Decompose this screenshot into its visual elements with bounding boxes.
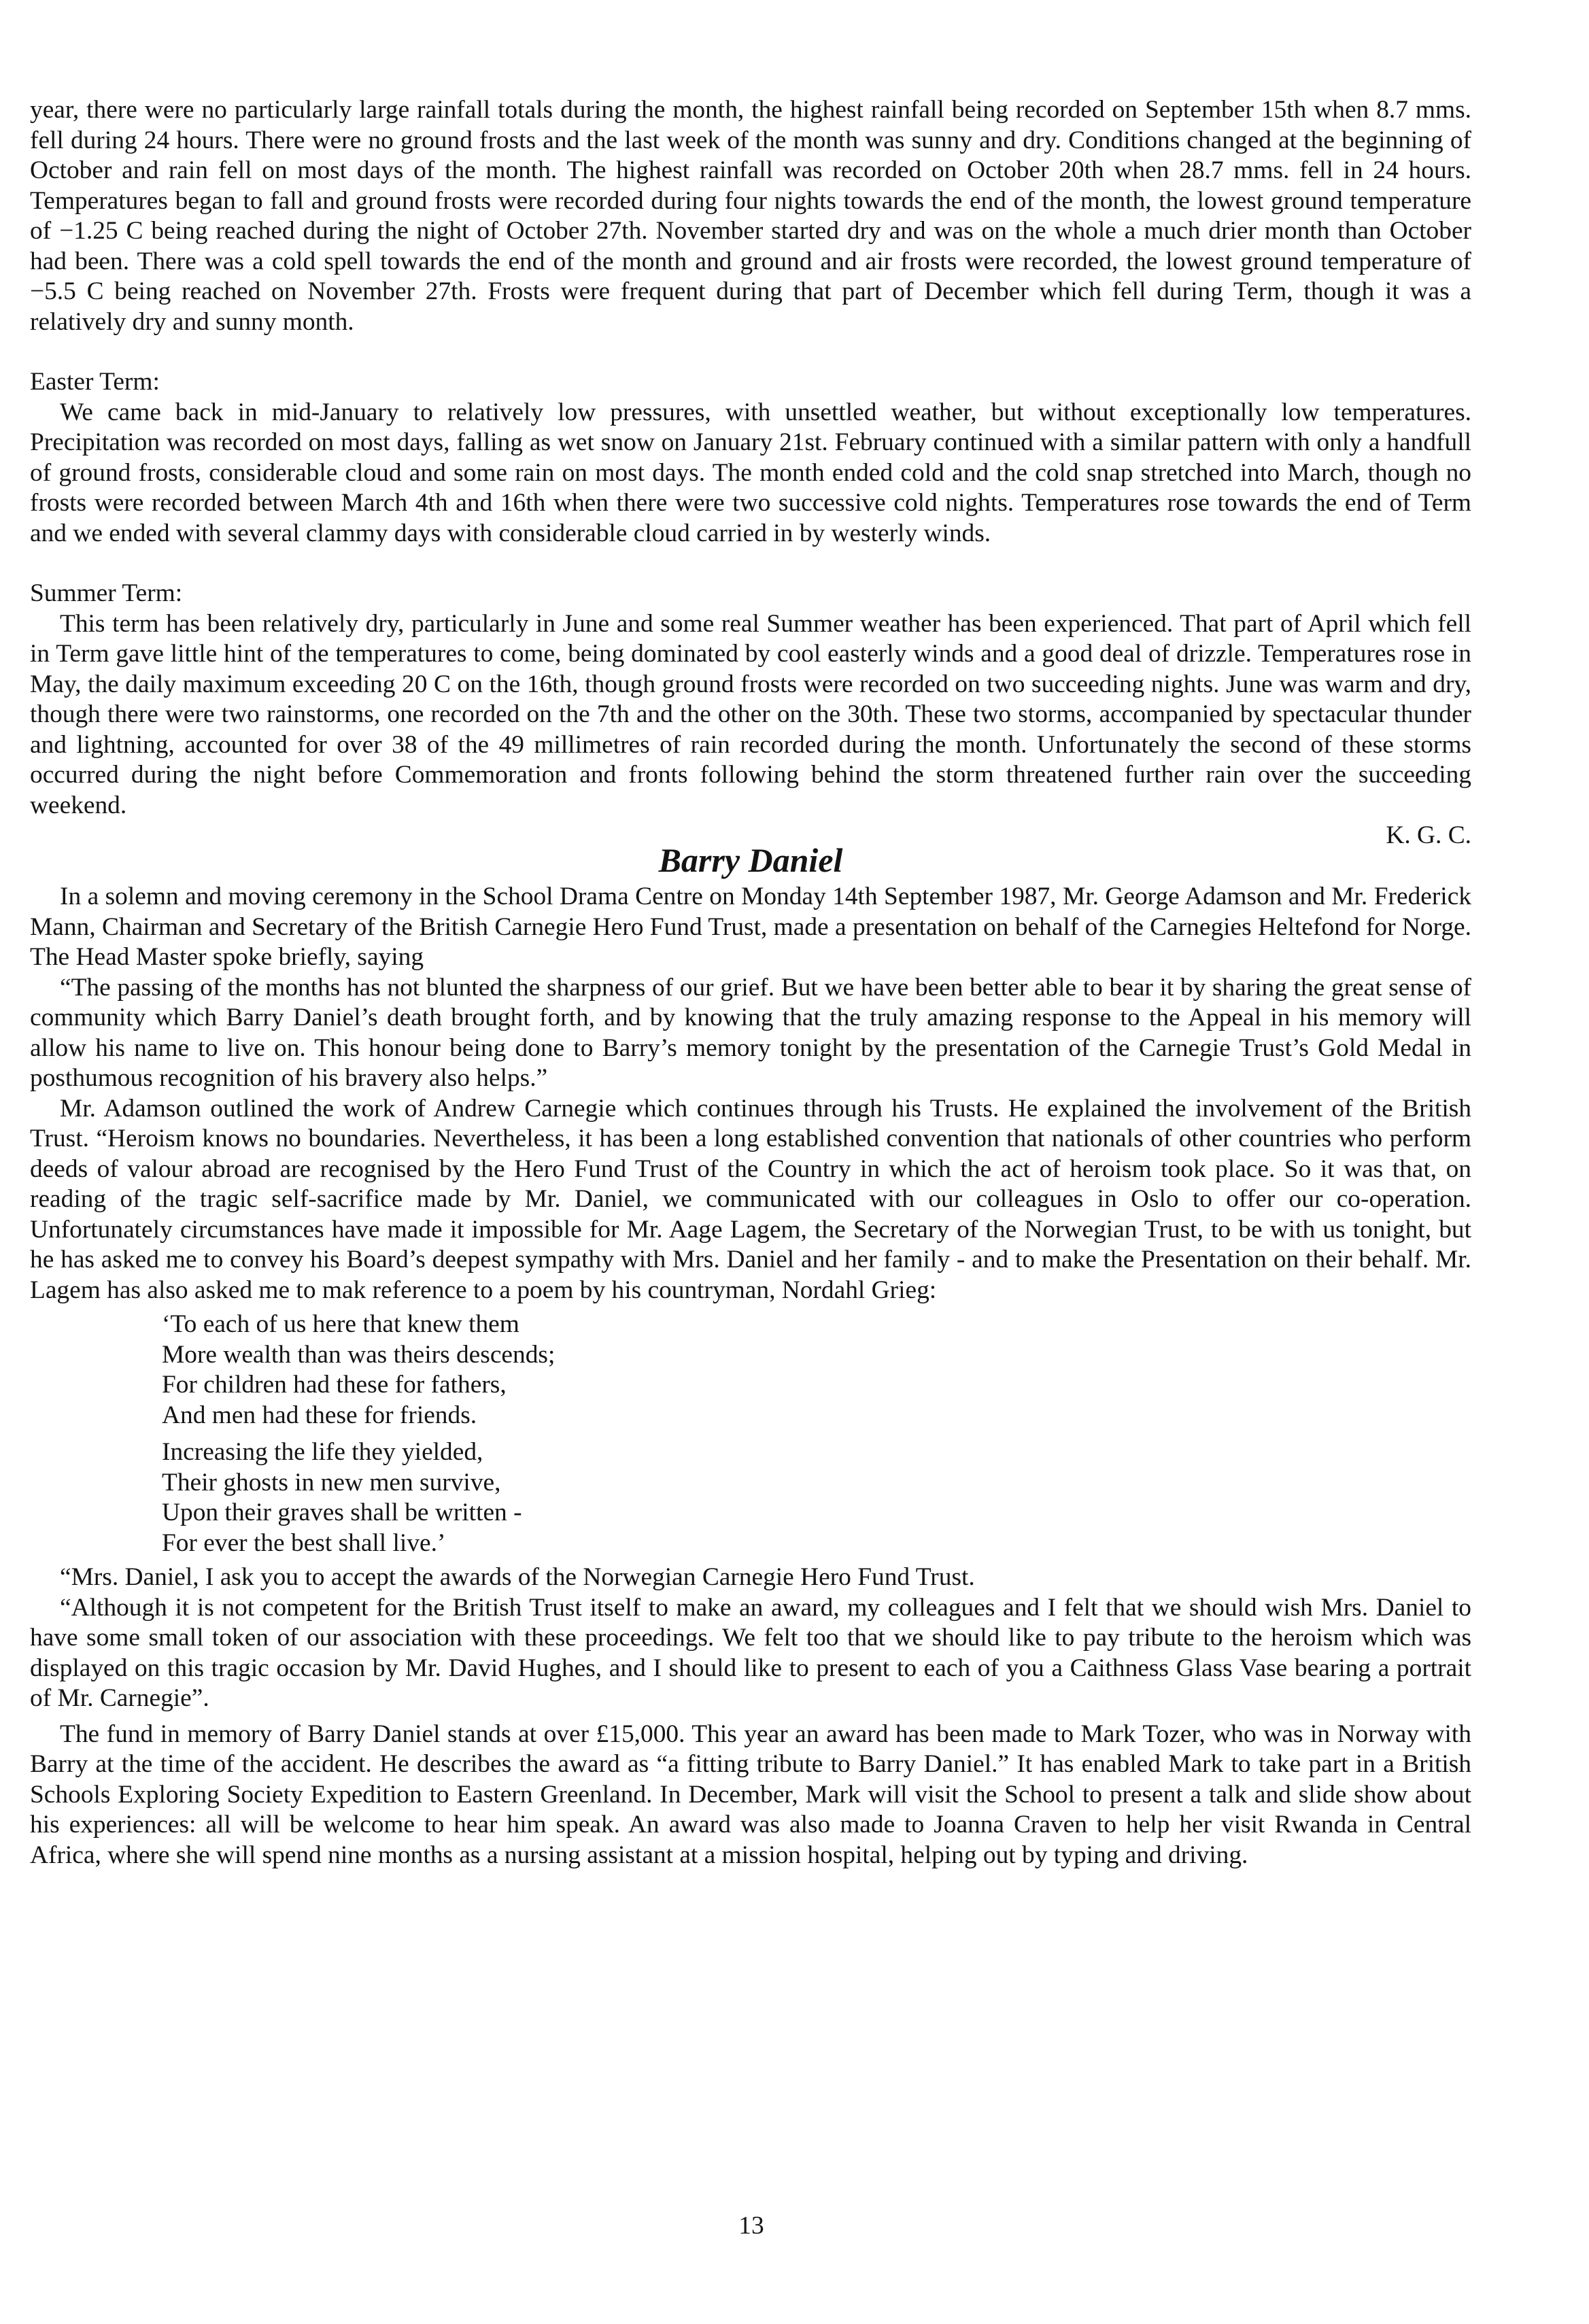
- article-paragraph-4: “Mrs. Daniel, I ask you to accept the awards of the Norwegian Carnegie Hero Fund Trust.: [60, 1563, 975, 1591]
- article-title: Barry Daniel: [658, 841, 843, 879]
- summer-term-paragraph: This term has been relatively dry, particularly in June and some real Summer weather has been experienced. That part of April which fell in Term gave little hint of the temperatures to come, being dominated by cool easterly winds and a good deal of drizzle. Temperatures rose in May, the daily maximum exceeding 20 C on the 16th, though ground frosts were recorded on two succeeding nights. June was warm and dry, though there were two rainstorms, one recorded on the 7th and the other on the 30th. These two storms, accompanied by spectacular thunder and lightning, accounted for over 38 of the 49 millimetres of rain recorded during the month. Unfortunately the second of these storms occurred during the night before Commemoration and fronts following behind the storm threatened further rain over the succeeding weekend.: [30, 609, 1471, 819]
- poem-line: ‘To each of us here that knew them: [162, 1310, 519, 1338]
- easter-term-paragraph: We came back in mid-January to relatively low pressures, with unsettled weather, but without exceptionally low temperatures. Precipitation was recorded on most days, falling as wet snow on January 21st. February continued with a similar pattern with only a handfull of ground frosts, considerable cloud and some rain on most days. The month ended cold and the cold snap stretched into March, though no frosts were recorded between March 4th and 16th when there were two successive cold nights. Temperatures rose towards the end of Term and we ended with several clammy days with considerable cloud carried in by westerly winds.: [30, 398, 1471, 547]
- poem: [162, 1310, 1471, 1558]
- article-paragraph-5: “Although it is not competent for the British Trust itself to make an award, my colleagues and I felt that we should wish Mrs. Daniel to have some small token of our association with these proceedings. We felt too that we should like to pay tribute to the heroism which was displayed on this tragic occasion by Mr. David Hughes, and I should like to present to each of you a Caithness Glass Vase bearing a portrait of Mr. Carnegie”.: [30, 1593, 1471, 1712]
- poem-line: For ever the best shall live.’: [162, 1528, 446, 1557]
- poem-line: And men had these for friends.: [162, 1401, 477, 1429]
- summer-term-heading: Summer Term:: [30, 579, 183, 607]
- head-master-quote: “The passing of the months has not blunted the sharpness of our grief. But we have been better able to bear it by sharing the great sense of community which Barry Daniel’s death brought forth, and by knowing that the truly amazing response to the Appeal in his memory will allow his name to live on. This honour being done to Barry’s memory tonight by the presentation of the Carnegie Trust’s Gold Medal in posthumous recognition of his bravery also helps.”: [30, 973, 1471, 1092]
- article-paragraph-3: Mr. Adamson outlined the work of Andrew Carnegie which continues through his Trusts. He explained the involvement of the British Trust. “Heroism knows no boundaries. Nevertheless, it has been a long established convention that nationals of other countries who perform deeds of valour abroad are recognised by the Hero Fund Trust of the Country in which the act of heroism took place. So it was that, on reading of the tragic self-sacrifice made by Mr. Daniel, we communicated with our colleagues in Oslo to offer our co-operation. Unfortunately circumstances have made it impossible for Mr. Aage Lagem, the Secretary of the Norwegian Trust, to be with us tonight, but he has asked me to convey his Board’s deepest sympathy with Mrs. Daniel and her family - and to make the Presentation on their behalf. Mr. Lagem has also asked me to mak reference to a poem by his countryman, Nordahl Grieg:: [30, 1094, 1471, 1304]
- easter-term-heading: Easter Term:: [30, 368, 160, 396]
- article-paragraph-6: The fund in memory of Barry Daniel stands at over £15,000. This year an award has been made to Mark Tozer, who was in Norway with Barry at the time of the accident. He describes the award as “a fitting tribute to Barry Daniel.” It has enabled Mark to take part in a British Schools Exploring Society Expedition to Eastern Greenland. In December, Mark will visit the School to present a talk and slide show about his experiences: all will be welcome to hear him speak. An award was also made to Joanna Craven to help her visit Rwanda in Central Africa, where she will spend nine months as a nursing assistant at a mission hospital, helping out by typing and driving.: [30, 1720, 1471, 1869]
- document-page: [30, 95, 1471, 1870]
- stanza-gap: [162, 1431, 1471, 1437]
- poem-line: For children had these for fathers,: [162, 1371, 507, 1399]
- poem-line: Their ghosts in new men survive,: [162, 1468, 501, 1497]
- section-gap: [30, 337, 1471, 367]
- author-initials: K. G. C.: [1386, 821, 1471, 849]
- section-gap: [30, 549, 1471, 579]
- article-paragraph-1: In a solemn and moving ceremony in the School Drama Centre on Monday 14th September 1987, Mr. George Adamson and Mr. Frederick Mann, Chairman and Secretary of the British Carnegie Hero Fund Trust, made a presentation on behalf of the Carnegies Heltefond for Norge. The Head Master spoke briefly, saying: [30, 883, 1471, 971]
- page-number: 13: [738, 2212, 764, 2240]
- poem-line: Increasing the life they yielded,: [162, 1438, 483, 1466]
- michaelmas-weather-paragraph: year, there were no particularly large rainfall totals during the month, the highest rainfall being recorded on September 15th when 8.7 mms. fell during 24 hours. There were no ground frosts and the last week of the month was sunny and dry. Conditions changed at the beginning of October and rain fell on most days of the month. The highest rainfall was recorded on October 20th when 28.7 mms. fell in 24 hours. Temperatures began to fall and ground frosts were recorded during four nights towards the end of the month, the lowest ground temperature of −1.25 C being reached during the night of October 27th. November started dry and was on the whole a much drier month than October had been. There was a cold spell towards the end of the month and ground and air frosts were recorded, the lowest ground temperature of −5.5 C being reached on November 27th. Frosts were frequent during that part of December which fell during Term, though it was a relatively dry and sunny month.: [30, 96, 1471, 336]
- poem-line: Upon their graves shall be written -: [162, 1499, 522, 1526]
- poem-line: More wealth than was theirs descends;: [162, 1340, 556, 1369]
